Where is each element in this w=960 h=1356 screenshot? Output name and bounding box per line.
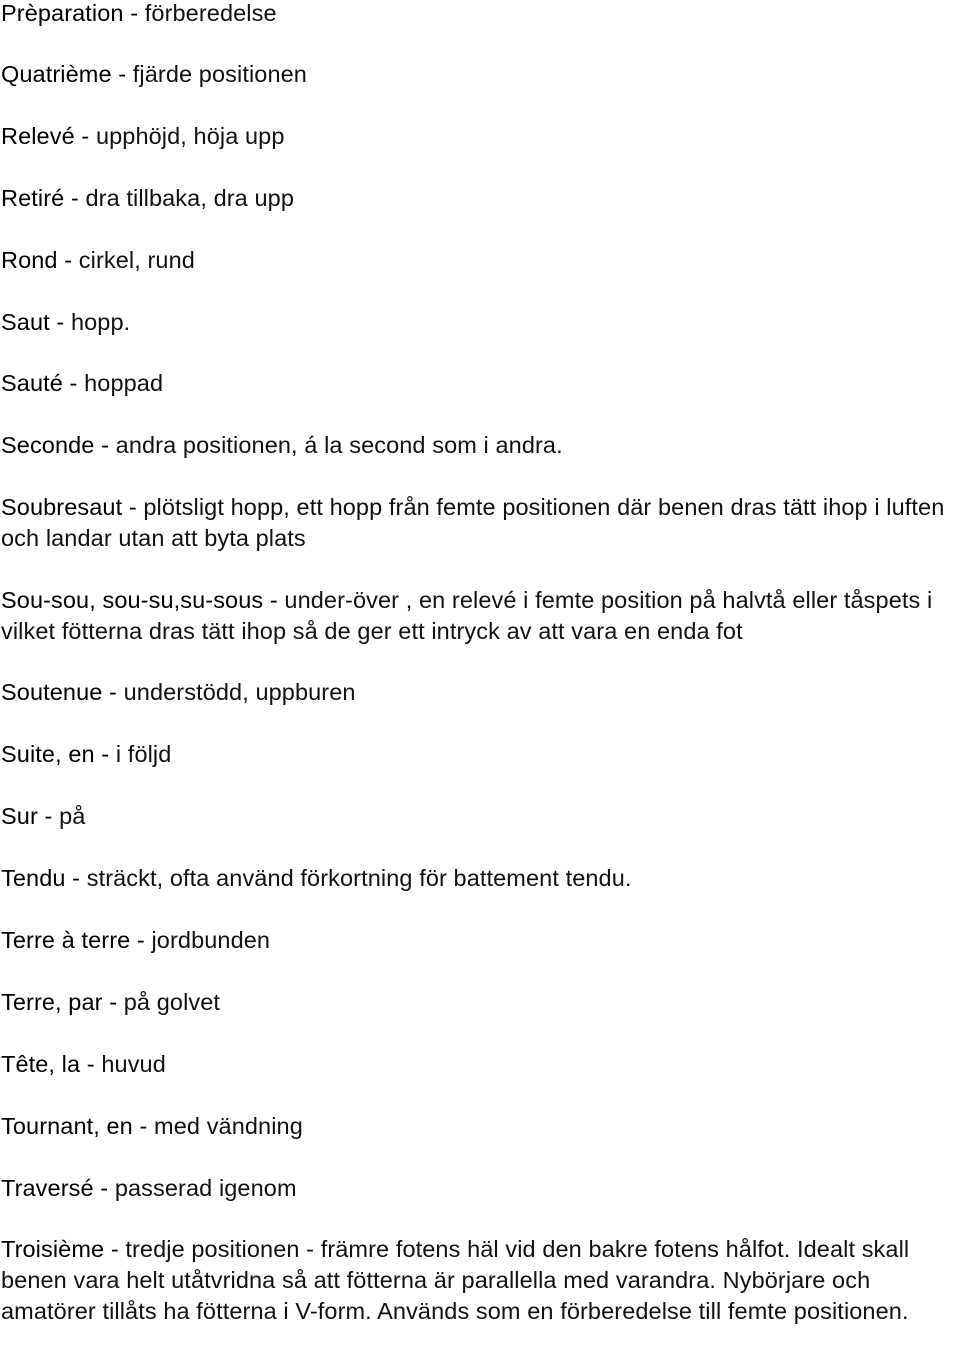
entry-term: Sou-sou, sou-su,su-sous [1, 587, 264, 613]
glossary-entry: Prèparation - förberedelse [1, 0, 277, 26]
entry-definition: plötsligt hopp, ett hopp från femte positionen där benen dras tätt ihop i luften och landar utan att byta plats [1, 494, 945, 551]
entry-term: Terre, par [1, 989, 103, 1015]
glossary-entry: Soubresaut - plötsligt hopp, ett hopp från femte positionen där benen dras tätt ihop i luften och landar utan att byta plats [1, 494, 945, 551]
entry-definition: fjärde positionen [132, 61, 307, 87]
entry-term: Relevé [1, 123, 75, 149]
entry-term: Traversé [1, 1175, 94, 1201]
entry-term: Suite, en [1, 741, 95, 767]
entry-definition: sträckt, ofta använd förkortning för battement tendu. [86, 865, 632, 891]
entry-term: Terre à terre [1, 927, 131, 953]
entry-definition: tredje positionen - främre fotens häl vid den bakre fotens hålfot. Idealt skall benen vara helt utåtvridna så att fötterna är parallella med varandra. Nybörjare och amatörer tillåts ha fötterna i V-form. Används som en förberedelse till femte positionen. [1, 1236, 910, 1324]
entry-term: Tendu [1, 865, 66, 891]
entry-term: Rond [1, 247, 58, 273]
entry-definition: dra tillbaka, dra upp [85, 185, 294, 211]
glossary-entry: Troisième - tredje positionen - främre fotens häl vid den bakre fotens hålfot. Idealt skall benen vara helt utåtvridna så att fötterna är parallella med varandra. Nybörjare och amatörer tillåts ha fötterna i V-form. Används som en förberedelse till femte positionen. [1, 1236, 910, 1324]
entry-definition: upphöjd, höja upp [95, 123, 285, 149]
entry-term: Tête, la [1, 1051, 81, 1077]
entry-term: Sauté [1, 370, 63, 396]
entry-definition: andra positionen, á la second som i andra. [115, 432, 563, 458]
entry-term: Tournant, en [1, 1113, 133, 1139]
glossary-entry: Sur - på [1, 803, 86, 829]
entry-definition: passerad igenom [114, 1175, 297, 1201]
glossary-entry: Quatrième - fjärde positionen [1, 61, 307, 87]
glossary-entry: Relevé - upphöjd, höja upp [1, 123, 285, 149]
glossary-entry: Sou-sou, sou-su,su-sous - under-över , en relevé i femte position på halvtå eller tåspets i vilket fötterna dras tätt ihop så de ger ett intryck av att vara en enda fot [1, 587, 933, 644]
entry-definition: på golvet [123, 989, 221, 1015]
glossary-entry: Rond - cirkel, rund [1, 247, 195, 273]
glossary-entry: Terre, par - på golvet [1, 989, 221, 1015]
entry-term: Prèparation [1, 0, 124, 26]
entry-definition: cirkel, rund [78, 247, 195, 273]
entry-term: Troisième [1, 1236, 105, 1262]
glossary-entry: Seconde - andra positionen, á la second som i andra. [1, 432, 563, 458]
entry-definition: med vändning [154, 1113, 303, 1139]
entry-term: Sur [1, 803, 38, 829]
entry-definition: huvud [101, 1051, 166, 1077]
entry-definition: understödd, uppburen [123, 679, 356, 705]
entry-term: Retiré [1, 185, 65, 211]
glossary-entry: Tendu - sträckt, ofta använd förkortning för battement tendu. [1, 865, 632, 891]
entry-definition: hoppad [84, 370, 164, 396]
entry-definition: på [59, 803, 86, 829]
glossary-entry: Retiré - dra tillbaka, dra upp [1, 185, 294, 211]
entry-definition: hopp. [70, 309, 131, 335]
entry-term: Soubresaut [1, 494, 123, 520]
glossary-entry: Traversé - passerad igenom [1, 1175, 297, 1201]
entry-definition: förberedelse [144, 0, 277, 26]
glossary-entry: Tournant, en - med vändning [1, 1113, 303, 1139]
entry-term: Saut [1, 309, 50, 335]
entry-definition: jordbunden [151, 927, 271, 953]
entry-term: Seconde [1, 432, 95, 458]
glossary-entry: Tête, la - huvud [1, 1051, 166, 1077]
glossary-entry: Soutenue - understödd, uppburen [1, 679, 356, 705]
glossary-entry: Sauté - hoppad [1, 370, 164, 396]
glossary-entry: Suite, en - i följd [1, 741, 172, 767]
entry-term: Soutenue [1, 679, 103, 705]
glossary-entry: Saut - hopp. [1, 309, 131, 335]
entry-definition: i följd [115, 741, 172, 767]
entry-definition: under-över , en relevé i femte position på halvtå eller tåspets i vilket fötterna dras tätt ihop så de ger ett intryck av att vara en enda fot [1, 587, 933, 644]
glossary-entry: Terre à terre - jordbunden [1, 927, 271, 953]
entry-term: Quatrième [1, 61, 112, 87]
